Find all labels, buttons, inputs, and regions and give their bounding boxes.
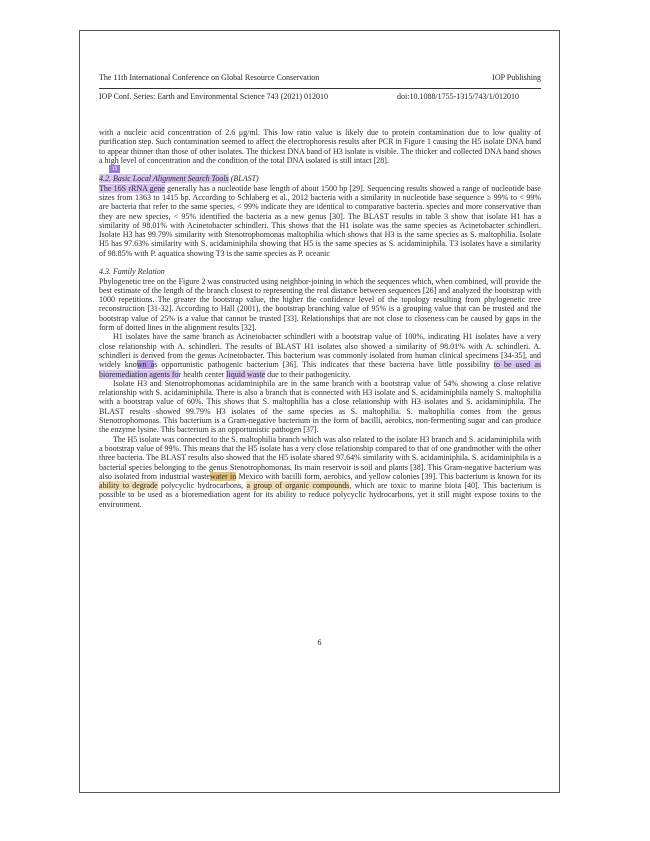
highlight-3[interactable]: liquid waste	[226, 369, 266, 379]
document-page	[79, 30, 560, 793]
family-paragraph-1: Phylogenetic tree on the Figure 2 was constructed using neighbor-joining in which the sequences which, when combined, will provide the best estimate of the length of the branch closest to representing the real distance between sequences [26] and analyzed the bootstrap with 1000 repetitions. The greater the bootstrap value, the higher the confidence level of the topology resulting from phylogenetic tree reconstruction [31-32]. According to Hall (2001), the bootstrap branching value of 95% is a grouping value that can be trusted and the bootstrap value of 25% is a value that cannot be trusted [33]. Relationships that are not close to closeness can be caused by gaps in the form of dotted lines in the alignment results [32].	[99, 276, 541, 333]
section-heading-family: 4.3. Family Relation	[99, 267, 165, 277]
section-blast	[99, 166, 541, 258]
family-paragraph-4: The H5 isolate was connected to the S. maltophilia branch which was also related to the isolate H3 branch and S. acidaminiphila with a bootstrap value of 99%. This means that the H5 isolate has a very close relationship compared to that of one grandmother with the other three bacteria. The BLAST results also showed that the H5 isolate shared 97.64% similarity with S. acidaminiphila. S. acidaminiphila is a bacterial species belonging to the genus Stenotrophomonas. Its main reservoir is soil and plants [38]. This Gram-negative bacterium was also isolated from industrial wastewater in Mexico with bacilli form, aerobics, and yellow colonies [39]. This bacterium is known for its ability to degrade polycyclic hydrocarbons, a group of organic compounds, which are toxic to marine biota [40]. This bacterium is possible to be used as a bioremediation agent for its ability to reduce polycyclic hydrocarbons, yet it still might expose toxins to the environment.	[99, 434, 542, 509]
annotation-marker[interactable]: 15	[109, 165, 120, 173]
highlight-6[interactable]: a group of organic compounds	[246, 481, 350, 491]
blast-paragraph: The 16S rRNA gene generally has a nucleotide base length of about 1500 bp [29]. Sequencing results showed a range of nucleotide base sizes from 1363 to 1415 bp. According to Schlaberg et al., 2012 bacteria with a similarity in nucleotide base sequence ≥ 99% to < 99% are bacteria that refer to the same species, < 99% indicate they are identical to comparative bacteria. species and more conservative than they are new species, < 95% identified the bacteria as a new genus [30]. The BLAST results in table 3 show that isolate H1 has a similarity of 98.01% with Acinetobacter schindleri. This shows that the H1 isolate was the same species as Acinetobacter schindleri. Isolate H3 has 99.79% similarity with Stenotrophomonas maltophilia which shows that H3 is the same species as S. maltophilia. Isolate H5 has 97.63% similarity with S. acidaminiphila showing that H5 is the same species as S. acidaminiphila. T3 isolates have a similarity of 98.85% with P. aquatica showing T3 is the same species as P. oceanic	[99, 183, 541, 258]
highlight-5[interactable]: ability to degrade	[99, 481, 158, 491]
lead-highlight[interactable]: The 16S rRNA gene	[99, 183, 165, 193]
highlight-1[interactable]: wn a	[136, 360, 155, 370]
section-heading-blast: 4.2. Basic Local Alignment Search Tools (BLAST)	[99, 174, 259, 184]
heading-highlight[interactable]: 4.2. Basic Local Alignment Search Tools	[99, 174, 229, 184]
series-info: IOP Conf. Series: Earth and Environmental Science 743 (2021) 012010	[99, 92, 328, 101]
doi[interactable]: doi:10.1088/1755-1315/743/1/012010	[397, 92, 519, 101]
family-paragraph-3: Isolate H3 and Stenotrophomonas acidaminiphila are in the same branch with a bootstrap value of 54% showing a close relative relationship with S. acidaminiphila. There is also a branch that is connected with H3 isolate and S. acidaminiphila namely S. maltophilia with a bootstrap value of 60%. This shows that S. maltophilia has a close relationship with H3 isolates and S. acidaminiphila. The BLAST results showed 99.79% H3 isolates of the same species as S. maltophilia. S. maltophilia comes from the genus Stenotrophomonas. This bacterium is a Gram-negative bacterium in the form of bacilli, aerobics, non-fermenting sugar and can produce the enzyme lysine. This bacterium is an opportunistic pathogen [37].	[99, 378, 541, 435]
family-paragraph-2: H1 isolates have the same branch as Acinetobacter schindleri with a bootstrap value of 100%, indicating H1 isolates have a very close relationship with A. schindleri. The results of BLAST H1 isolates also showed a similarity of 98.01% with A. schindleri. A. schindleri is derived from the genus Acinetobacter. This bacterium was commonly isolated from human clinical specimens [34-35], and widely known as opportunistic pathogenic bacterium [36]. This indicates that these bacteria have little possibility to be used as bioremediation agents for health center liquid waste due to their pathogenicity.	[99, 332, 541, 379]
page-number: 6	[317, 638, 322, 647]
header-rule	[99, 88, 541, 89]
publisher-name: IOP Publishing	[492, 73, 541, 82]
body-text	[99, 128, 541, 509]
highlight-4[interactable]: water in	[209, 471, 237, 481]
section-family	[99, 267, 541, 509]
intro-paragraph: with a nucleic acid concentration of 2.6 μg/ml. This low ratio value is likely due to protein contamination due to low quality of purification step. Such contamination seemed to affect the electrophoresis results after PCR in Figure 1 causing the H5 isolate DNA band to appear thinner than those of other isolates. The thickest DNA band of H3 isolate is visible. The thicker and collected DNA band shows a high level of concentration and the condition of the total DNA isolated is still intact [28].	[99, 128, 541, 165]
conference-title: The 11th International Conference on Global Resource Conservation	[99, 73, 320, 82]
highlight-2[interactable]: to be used as bioremediation agents fo	[99, 360, 541, 379]
